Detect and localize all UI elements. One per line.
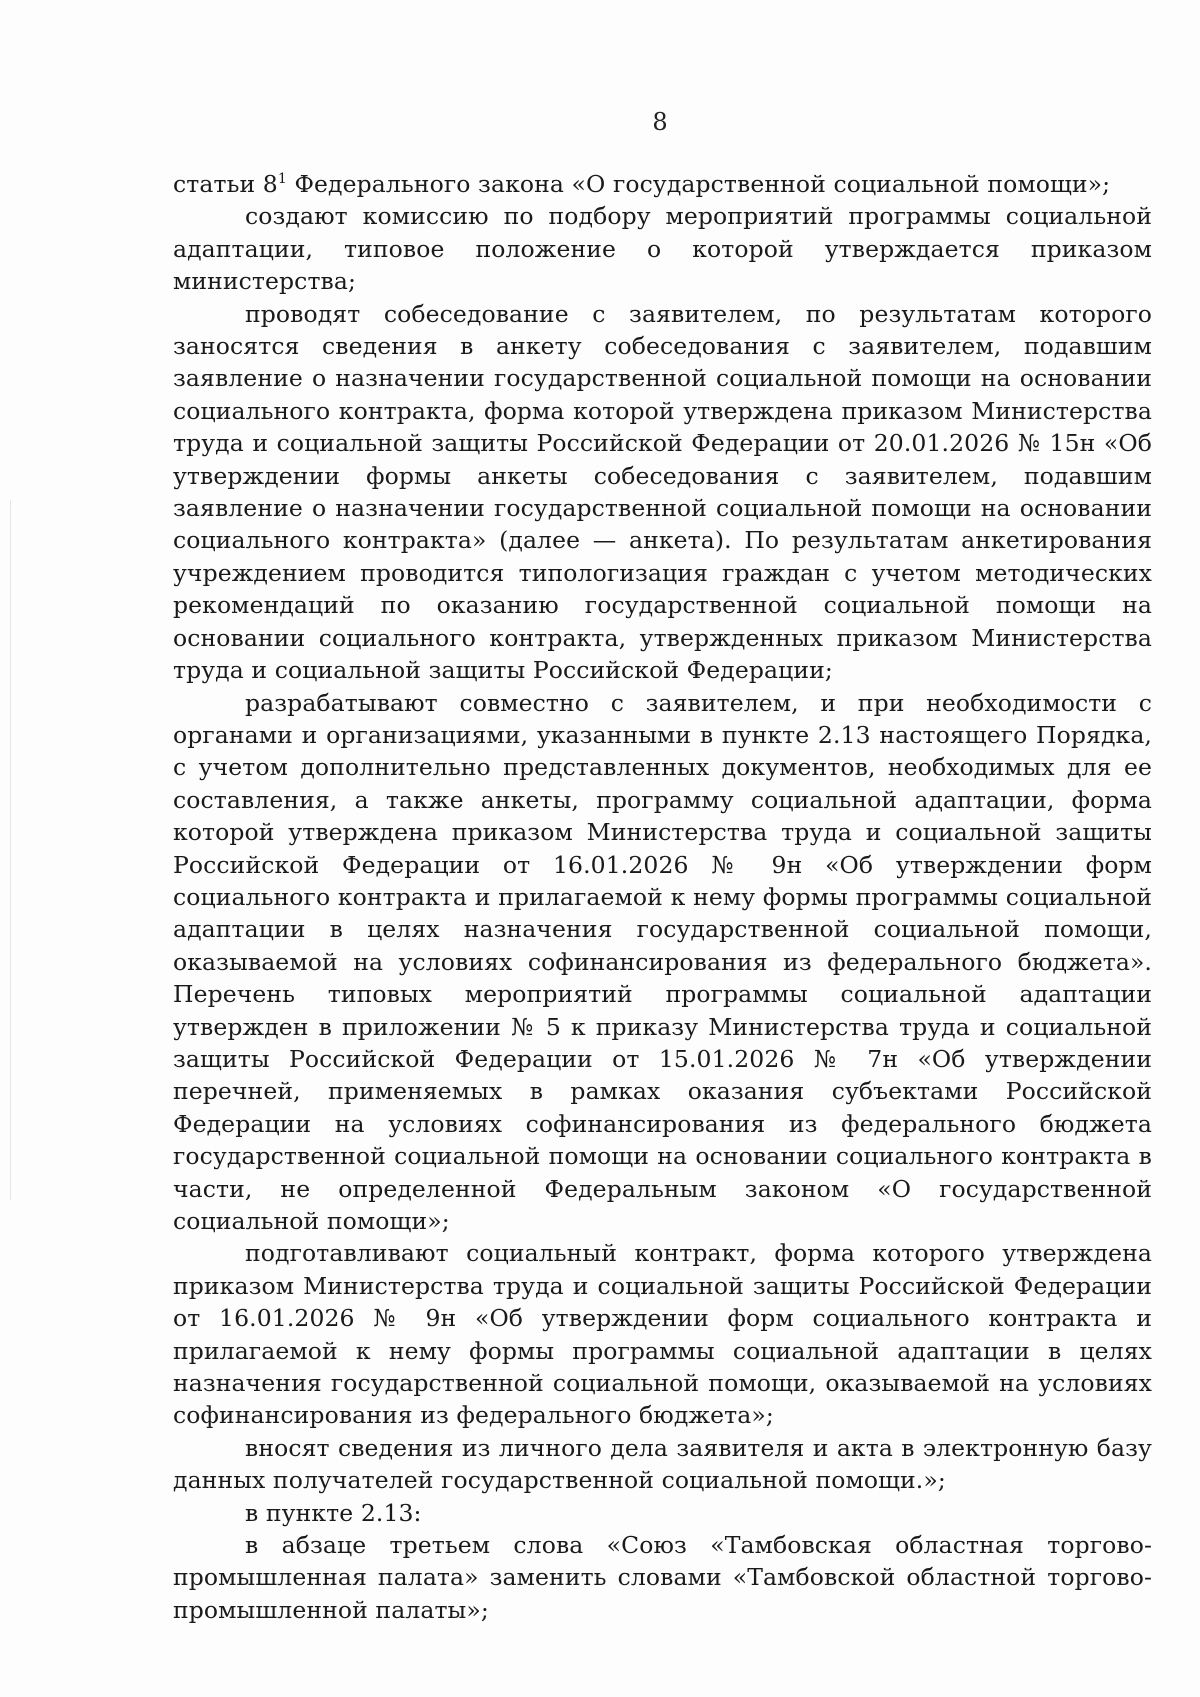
paragraph-social-contract: подготавливают социальный контракт, форма которого утверждена приказом Министерства труда и социальной защиты Российской Федерации от 16.01.2026 № 9н «Об утверждении форм социального контракта и прилагаемой к нему формы программы социальной адаптации в целях назначения государственной социальной помощи, оказываемой на условиях софинансирования из федерального бюджета»;	[173, 1239, 1152, 1430]
superscript-article-number: 1	[277, 171, 287, 187]
paragraph-clause-2-13: в пункте 2.13:	[245, 1498, 422, 1527]
paragraph-interview: проводят собеседование с заявителем, по результатам которого заносятся сведения в анкету собеседования с заявителем, подавшим заявление о назначении государственной социальной помощи на основании социального контракта, форма которой утверждена приказом Министерства труда и социальной защиты Российской Федерации от 20.01.2026 № 15н «Об утверждении формы анкеты собеседования с заявителем, подавшим заявление о назначении государственной социальной помощи на основании социального контракта» (далее — анкета). По результатам анкетирования учреждением проводится типологизация граждан с учетом методических рекомендаций по оказанию государственной социальной помощи на основании социального контракта, утвержденных приказом Министерства труда и социальной защиты Российской Федерации;	[173, 299, 1152, 685]
paragraph-commission: создают комиссию по подбору мероприятий программы социальной адаптации, типовое положение о которой утверждается приказом министерства;	[173, 202, 1152, 296]
paragraph-adaptation-program: разрабатывают совместно с заявителем, и при необходимости с органами и организациями, указанными в пункте 2.13 настоящего Порядка, с учетом дополнительно представленных документов, необходимых для ее составления, а также анкеты, программу социальной адаптации, форма которой утверждена приказом Министерства труда и социальной защиты Российской Федерации от 16.01.2026 № 9н «Об утверждении форм социального контракта и прилагаемой к нему формы программы социальной адаптации в целях назначения государственной социальной помощи, оказываемой на условиях софинансирования из федерального бюджета». Перечень типовых мероприятий программы социальной адаптации утвержден в приложении № 5 к приказу Министерства труда и социальной защиты Российской Федерации от 15.01.2026 № 7н «Об утверждении перечней, применяемых в рамках оказания субъектами Российской Федерации на условиях софинансирования из федерального бюджета государственной социальной помощи на основании социального контракта в части, не определенной Федеральным законом «О государственной социальной помощи»;	[173, 688, 1152, 1235]
page-number: 8	[652, 108, 668, 136]
scan-edge-mark	[10, 500, 11, 1200]
first-line-rest: Федерального закона «О государственной социальной помощи»;	[286, 170, 1111, 198]
paragraph-database: вносят сведения из личного дела заявителя и акта в электронную базу данных получателей государственной социальной помощи.»;	[173, 1433, 1152, 1495]
first-line-text: статьи 8	[173, 170, 278, 198]
paragraph-replacement: в абзаце третьем слова «Союз «Тамбовская областная торгово-промышленная палата» заменить словами «Тамбовской областной торгово-промышленной палаты»;	[173, 1531, 1152, 1624]
paragraph-continuation	[173, 168, 1152, 200]
document-body	[173, 168, 1152, 1626]
